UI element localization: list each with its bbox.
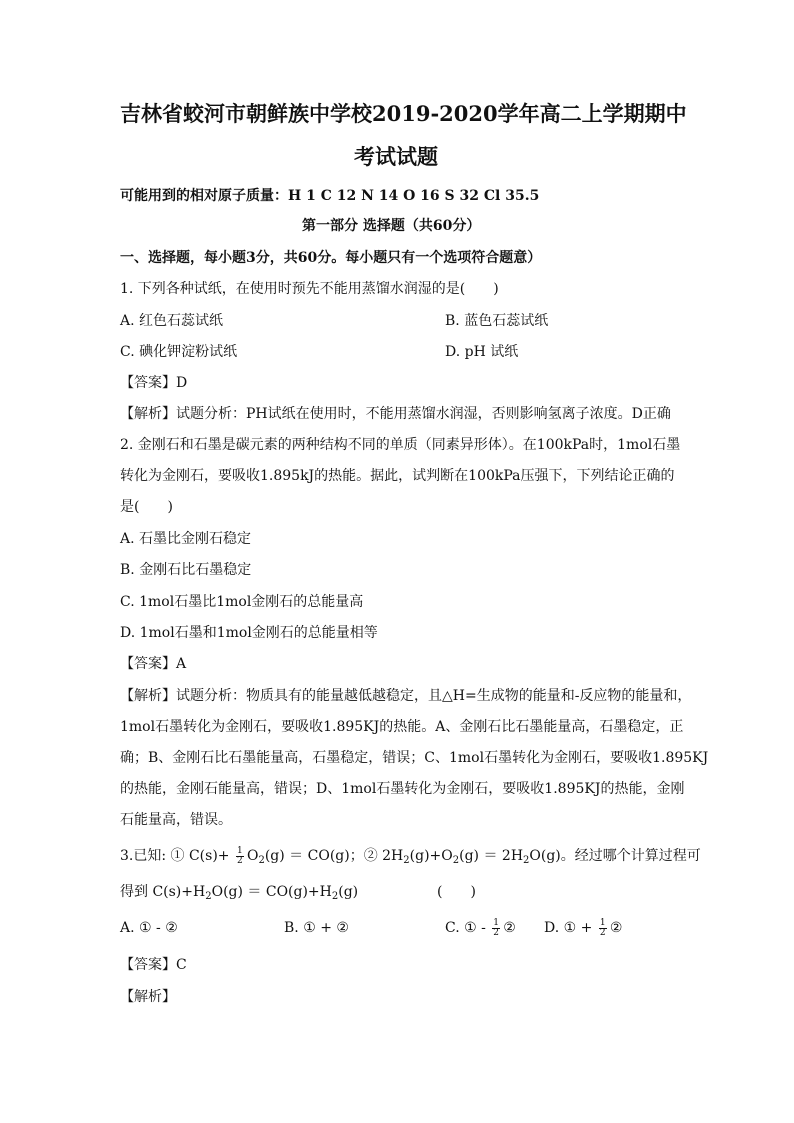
q3-stem-line1: 3.已知: ① C(s)+ $\frac{1}{2}$ $O_2(g) = CO(g)$；② $2H_2(g)+O_2(g) = 2H_2O(g)$。经过哪个计算过程可 [120, 846, 701, 866]
q2-answer: 【答案】A [120, 656, 187, 672]
q2-analysis-line1: 【解析】试题分析：物质具有的能量越低越稳定，且△H=生成物的能量和-反应物的能量和， [120, 688, 692, 704]
section-header: 一、选择题，每小题3分，共60分。每小题只有一个选项符合题意） [120, 250, 542, 266]
q3-paren: ( ) [437, 884, 476, 900]
q2-option-c: C. 1mol石墨比1mol金刚石的总能量高 [120, 594, 364, 610]
q3-answer: 【答案】C [120, 957, 187, 973]
q1-option-a: A. 红色石蕊试纸 [120, 313, 224, 329]
q3-option-d: D. ① + $\frac{1}{2}$ ② [544, 918, 623, 938]
q2-option-d: D. 1mol石墨和1mol金刚石的总能量相等 [120, 625, 378, 641]
q2-stem-line1: 2. 金刚石和石墨是碳元素的两种结构不同的单质（同素异形体）。在100kPa时，1mol石墨 [120, 437, 681, 453]
q3-option-c: C. ① - $\frac{1}{2}$ ② [445, 918, 516, 938]
q3-option-b: B. ① + ② [284, 920, 349, 936]
q3-option-d-fraction: $\frac{1}{2}$ [599, 918, 606, 938]
page-title-line1: 吉林省蛟河市朝鲜族中学校2019-2020学年高二上学期期中 [120, 101, 687, 126]
q3-stem-line2: 得到 $C(s)+H_2O(g) = CO(g)+H_2(g)$ [120, 884, 359, 902]
q3-half-fraction: $\frac{1}{2}$ [236, 846, 243, 866]
q3-analysis: 【解析】 [120, 989, 176, 1005]
part-header: 第一部分 选择题（共60分） [302, 218, 481, 234]
q1-analysis: 【解析】试题分析：PH试纸在使用时，不能用蒸馏水润湿，否则影响氢离子浓度。D正确 [120, 406, 671, 422]
q2-analysis-line3: 确；B、金刚石比石墨能量高，石墨稳定，错误；C、1mol石墨转化为金刚石，要吸收1.895KJ [120, 750, 709, 766]
q1-stem: 1. 下列各种试纸，在使用时预先不能用蒸馏水润湿的是( ) [120, 281, 499, 297]
q2-option-a: A. 石墨比金刚石稳定 [120, 531, 252, 547]
q1-option-b: B. 蓝色石蕊试纸 [445, 313, 549, 329]
q3-option-a: A. ① - ② [120, 920, 178, 936]
q2-stem-line2: 转化为金刚石，要吸收1.895kJ的热能。据此，试判断在100kPa压强下，下列结论正确的 [120, 468, 675, 484]
page-title-line2: 考试试题 [354, 144, 438, 169]
q2-stem-line3: 是( ) [120, 499, 173, 515]
q2-option-b: B. 金刚石比石墨稳定 [120, 562, 252, 578]
q1-option-c: C. 碘化钾淀粉试纸 [120, 344, 238, 360]
q3-option-c-fraction: $\frac{1}{2}$ [493, 918, 500, 938]
q1-answer: 【答案】D [120, 375, 188, 391]
q3-prefix: 3.已知: ① C(s)+ [120, 848, 234, 864]
q2-analysis-line5: 石能量高，错误。 [120, 812, 232, 828]
q1-option-d: D. pH 试纸 [445, 344, 519, 360]
atomic-mass-line: 可能用到的相对原子质量：H 1 C 12 N 14 O 16 S 32 Cl 35.5 [120, 188, 540, 204]
q2-analysis-line4: 的热能，金刚石能量高，错误；D、1mol石墨转化为金刚石，要吸收1.895KJ的热能，金刚 [120, 781, 685, 797]
q2-analysis-line2: 1mol石墨转化为金刚石，要吸收1.895KJ的热能。A、金刚石比石墨能量高，石墨稳定，正 [120, 719, 684, 735]
